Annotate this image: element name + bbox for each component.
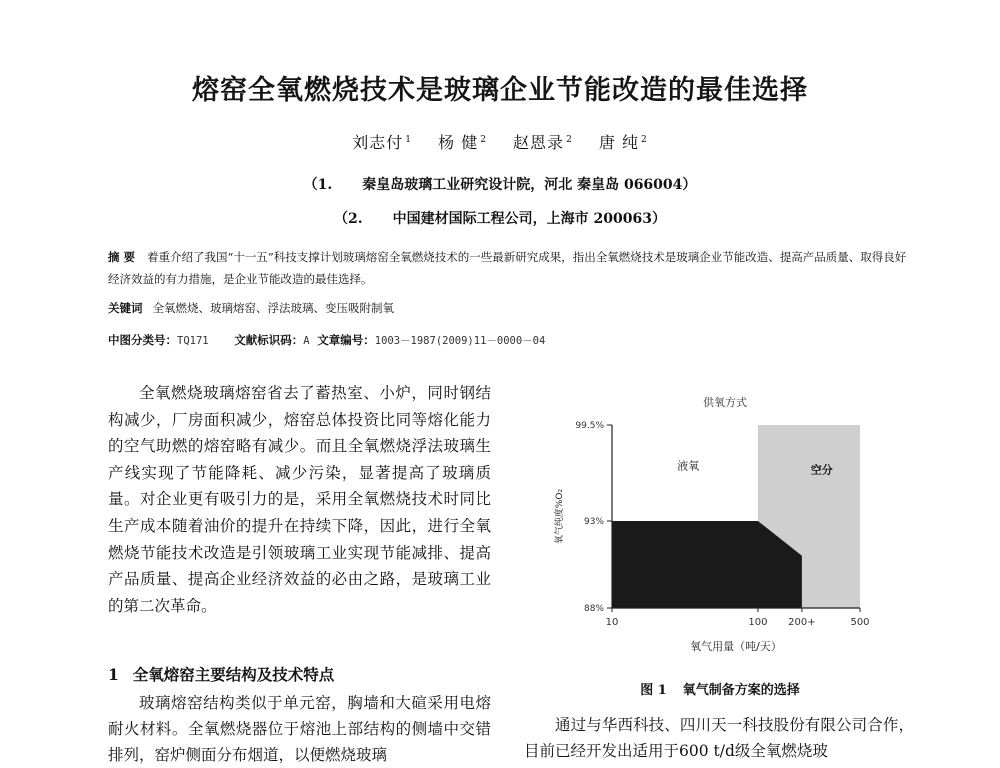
paper-title: 熔窑全氧燃烧技术是玻璃企业节能改造的最佳选择 bbox=[192, 75, 808, 106]
region-vpsa bbox=[612, 521, 802, 608]
right-column-text: 通过与华西科技、四川天一科技股份有限公司合作，目前已经开发出适用于600 t/d级全氧燃烧玻 bbox=[524, 716, 914, 760]
classification-line: 中图分类号：TQ171 文献标识码：A 文章编号：1003－1987(2009)11－0000－04 bbox=[108, 333, 546, 347]
author-3: 赵恩录 $^2$ bbox=[513, 133, 573, 152]
y-tick-label: 88% bbox=[583, 604, 604, 614]
section-heading-1: 1 全氧熔窑主要结构及技术特点 bbox=[108, 665, 335, 684]
intro-paragraph: 全氧燃烧玻璃熔窑省去了蓄热室、小炉，同时钢结构减少，厂房面积减少，熔窑总体投资比同等熔化能力的空气助燃的熔窑略有减少。而且全氧燃烧浮法玻璃生产线实现了节能降耗、减少污染，显著提高了玻璃质量。对企业更有吸引力的是，采用全氧燃烧技术时同比生产成本随着油价的提升在持续下降，因此，进行全氧燃烧节能技术改造是引领玻璃工业实现节能减排、提高产品质量、提高企业经济效益的必由之路，是玻璃工业的第二次革命。 bbox=[108, 384, 491, 615]
x-axis-label: 氧气用量（吨/天） bbox=[690, 640, 782, 653]
abstract-text: 着重介绍了我国“十一五”科技支撑计划玻璃熔窑全氧燃烧技术的一些最新研究成果，指出全氧燃烧技术是玻璃企业节能改造、提高产品质量、取得良好经济效益的有力措施，是企业节能改造的最佳选择。 bbox=[108, 250, 907, 286]
y-axis-label: 氧气纯度%O₂ bbox=[555, 488, 565, 545]
author-1: 刘志付 $^1$ bbox=[352, 133, 413, 152]
keywords-label: 关键词 bbox=[108, 301, 143, 315]
x-tick-label: 100 bbox=[748, 617, 768, 628]
region-label-air-separation: 空分 bbox=[810, 463, 833, 477]
x-tick-label: 200+ bbox=[788, 617, 816, 628]
affiliation-1: （1. 秦皇岛玻璃工业研究设计院，河北 秦皇岛 066004） bbox=[303, 177, 697, 193]
keywords-text: 全氧燃烧、玻璃熔窑、浮法玻璃、变压吸附制氧 bbox=[152, 301, 394, 315]
x-tick-label: 500 bbox=[850, 617, 870, 628]
x-tick-label: 10 bbox=[605, 617, 619, 628]
chart-title: 供氧方式 bbox=[703, 396, 747, 409]
y-tick-label: 99.5% bbox=[575, 421, 604, 431]
author-4: 唐 纯 $^2$ bbox=[598, 133, 648, 152]
affiliation-2: （2. 中国建材国际工程公司，上海市 200063） bbox=[334, 211, 666, 227]
figure-caption: 图 1 氧气制备方案的选择 bbox=[640, 683, 800, 698]
author-2: 杨 健 $^2$ bbox=[438, 133, 487, 152]
region-label-liquid-oxygen: 液氧 bbox=[677, 459, 700, 473]
y-tick-label: 93% bbox=[583, 517, 604, 527]
section-1-text: 玻璃熔窑结构类似于单元窑，胸墙和大碹采用电熔耐火材料。全氧燃烧器位于熔池上部结构的侧墙中交错排列，窑炉侧面分布烟道，以便燃烧玻璃 bbox=[108, 694, 491, 764]
abstract-label: 摘 要 bbox=[108, 250, 136, 264]
